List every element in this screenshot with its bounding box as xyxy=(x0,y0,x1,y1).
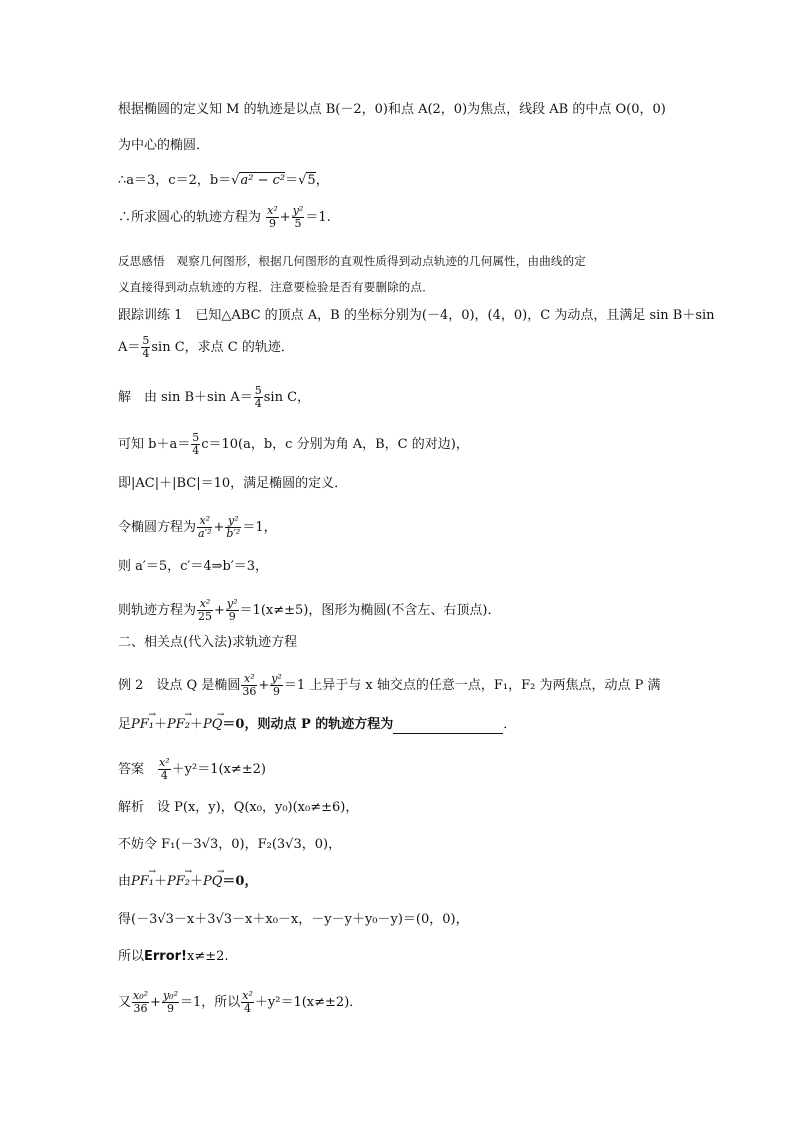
text-segment: c＝10(a，b，c 分别为角 A，B，C 的对边)， xyxy=(201,437,469,452)
numerator: x² xyxy=(197,598,213,611)
fraction xyxy=(292,205,305,230)
text-line: 不妨令 F₁(－3√3，0)，F₂(3√3，0)， xyxy=(118,837,342,852)
text-line xyxy=(118,673,660,698)
fraction xyxy=(225,515,241,540)
denominator: 9 xyxy=(268,217,276,230)
vector-pf2: → PF₂ xyxy=(167,873,190,891)
text-segment: ， xyxy=(315,173,329,188)
numerator: x² xyxy=(197,515,212,528)
denominator: 36 xyxy=(242,685,257,698)
numerator: y² xyxy=(271,672,282,685)
vector-pq: → PQ xyxy=(203,873,222,891)
answer-label: 答案 xyxy=(118,762,158,777)
numerator: y₀² xyxy=(162,989,178,1002)
numerator: x² xyxy=(242,989,253,1002)
text-line xyxy=(118,205,331,230)
numerator: 5 xyxy=(142,334,150,347)
vector-pq: → PQ xyxy=(203,716,222,734)
fraction xyxy=(226,598,239,623)
denominator: 9 xyxy=(166,1002,174,1015)
text-line xyxy=(118,716,516,734)
fraction xyxy=(266,205,279,230)
fraction xyxy=(254,385,263,410)
plus-sign: + xyxy=(279,210,291,225)
text-line xyxy=(118,432,469,457)
text-segment: ＝ xyxy=(285,173,299,188)
text-line: 即|AC|＋|BC|＝10，满足椭圆的定义． xyxy=(118,476,348,491)
text-segment: 所以 xyxy=(118,949,145,964)
numerator: x₀² xyxy=(133,989,149,1002)
text-segment: ∴a＝3，c＝2，b＝ xyxy=(118,173,232,188)
fraction xyxy=(158,757,171,782)
sqrt-content: 5 xyxy=(307,173,316,188)
text-line: 义直接得到动点轨迹的方程．注意要检验是否有要删除的点． xyxy=(118,280,434,294)
denominator: 5 xyxy=(294,217,302,230)
text-segment: ＝0，则动点 P 的轨迹方程为 xyxy=(222,717,394,732)
fraction xyxy=(270,673,283,698)
vector-pf1: → PF₁ xyxy=(131,716,154,734)
text-segment: 令椭圆方程为 xyxy=(118,520,197,535)
fraction xyxy=(141,335,150,360)
fraction xyxy=(197,598,213,623)
text-line: 跟踪训练 1 已知△ABC 的顶点 A，B 的坐标分别为(－4，0)，(4，0)，C 为动点，且满足 sin B＋sin xyxy=(118,308,715,323)
text-line xyxy=(118,335,294,360)
text-line: 为中心的椭圆． xyxy=(118,138,210,153)
numerator: x² xyxy=(267,204,278,217)
denominator: 9 xyxy=(273,685,281,698)
numerator: x² xyxy=(241,673,257,686)
text-segment: ＝1. xyxy=(305,210,331,225)
text-segment: ＋y²＝1(x≠±2)． xyxy=(254,995,363,1010)
text-segment: 足 xyxy=(118,717,132,732)
denominator: 25 xyxy=(198,610,213,623)
text-segment: 可知 b＋a＝ xyxy=(118,437,191,452)
numerator: y² xyxy=(226,597,238,610)
plus-sign: + xyxy=(258,678,270,693)
plus-sign: ＋ xyxy=(190,874,204,889)
text-segment: sin C， xyxy=(263,390,311,405)
plus-sign: ＋ xyxy=(190,717,204,732)
fraction xyxy=(162,990,179,1015)
numerator: x² xyxy=(159,756,170,769)
text-segment: sin C，求点 C 的轨迹． xyxy=(151,340,294,355)
text-segment: ＝1 上异于与 x 轴交点的任意一点，F₁，F₂ 为两焦点，动点 P 满 xyxy=(283,678,661,693)
text-line: 解析 设 P(x，y)，Q(x₀，y₀)(x₀≠±6)， xyxy=(118,800,359,815)
text-segment: ＝1， xyxy=(242,520,277,535)
text-segment: ． xyxy=(503,717,517,732)
plus-sign: + xyxy=(214,603,225,618)
sqrt-symbol: √ xyxy=(231,173,240,188)
vector-pf1: → PF₁ xyxy=(131,873,154,891)
plus-sign: ＋ xyxy=(154,717,168,732)
denominator: a′² xyxy=(198,527,212,540)
answer-blank[interactable] xyxy=(393,719,503,734)
sqrt-content: a² − c² xyxy=(240,173,286,188)
text-segment: ∴所求圆心的轨迹方程为 xyxy=(118,210,262,225)
denominator: 4 xyxy=(160,769,168,782)
sqrt-symbol: √ xyxy=(298,173,307,188)
numerator: y² xyxy=(292,204,304,217)
text-segment: 由 xyxy=(118,874,132,889)
text-line xyxy=(118,757,266,782)
vector-pf2: → PF₂ xyxy=(167,716,190,734)
text-line xyxy=(118,948,229,966)
text-segment: A＝ xyxy=(118,340,141,355)
text-segment: x≠±2. xyxy=(187,949,229,964)
fraction xyxy=(191,432,200,457)
error-field: Error! xyxy=(144,949,187,964)
text-segment: 则轨迹方程为 xyxy=(118,603,197,618)
fraction xyxy=(241,673,257,698)
text-segment: 又 xyxy=(118,995,132,1010)
text-segment: ＝1(x≠±5)，图形为椭圆(不含左、右顶点)． xyxy=(239,603,501,618)
text-line: 则 a′＝5，c′＝4⇒b′＝3， xyxy=(118,559,269,574)
text-line xyxy=(118,385,310,410)
text-line xyxy=(118,598,501,623)
text-line: 得(－3√3－x＋3√3－x＋x₀－x，－y－y＋y₀－y)＝(0，0)， xyxy=(118,912,469,927)
denominator: 4 xyxy=(142,347,150,360)
numerator: 5 xyxy=(192,431,200,444)
text-segment: ＝0， xyxy=(222,874,258,889)
plus-sign: ＋ xyxy=(154,874,168,889)
text-line xyxy=(118,515,277,540)
denominator: 4 xyxy=(192,444,200,457)
text-line: 根据椭圆的定义知 M 的轨迹是以点 B(－2，0)和点 A(2，0)为焦点，线段 AB 的中点 O(0，0) xyxy=(118,102,666,117)
denominator: 4 xyxy=(244,1002,252,1015)
text-segment: ＝1，所以 xyxy=(180,995,241,1010)
plus-sign: + xyxy=(213,520,225,535)
text-line xyxy=(118,990,362,1015)
numerator: y² xyxy=(225,515,241,528)
text-line: 反思感悟 观察几何图形，根据几何图形的直观性质得到动点轨迹的几何属性，由曲线的定 xyxy=(118,254,586,268)
text-line xyxy=(118,172,329,190)
denominator: b′² xyxy=(226,527,241,540)
numerator: 5 xyxy=(254,384,262,397)
denominator: 9 xyxy=(228,610,236,623)
text-segment: 解 由 sin B＋sin A＝ xyxy=(118,390,253,405)
fraction xyxy=(197,515,212,540)
text-segment: ＋y²＝1(x≠±2) xyxy=(171,762,266,777)
text-segment: 例 2 设点 Q 是椭圆 xyxy=(118,678,241,693)
denominator: 36 xyxy=(133,1002,148,1015)
text-line xyxy=(118,873,257,891)
denominator: 4 xyxy=(254,397,262,410)
plus-sign: + xyxy=(150,995,161,1010)
fraction xyxy=(132,990,149,1015)
fraction xyxy=(241,990,254,1015)
section-heading: 二、相关点(代入法)求轨迹方程 xyxy=(118,635,298,650)
